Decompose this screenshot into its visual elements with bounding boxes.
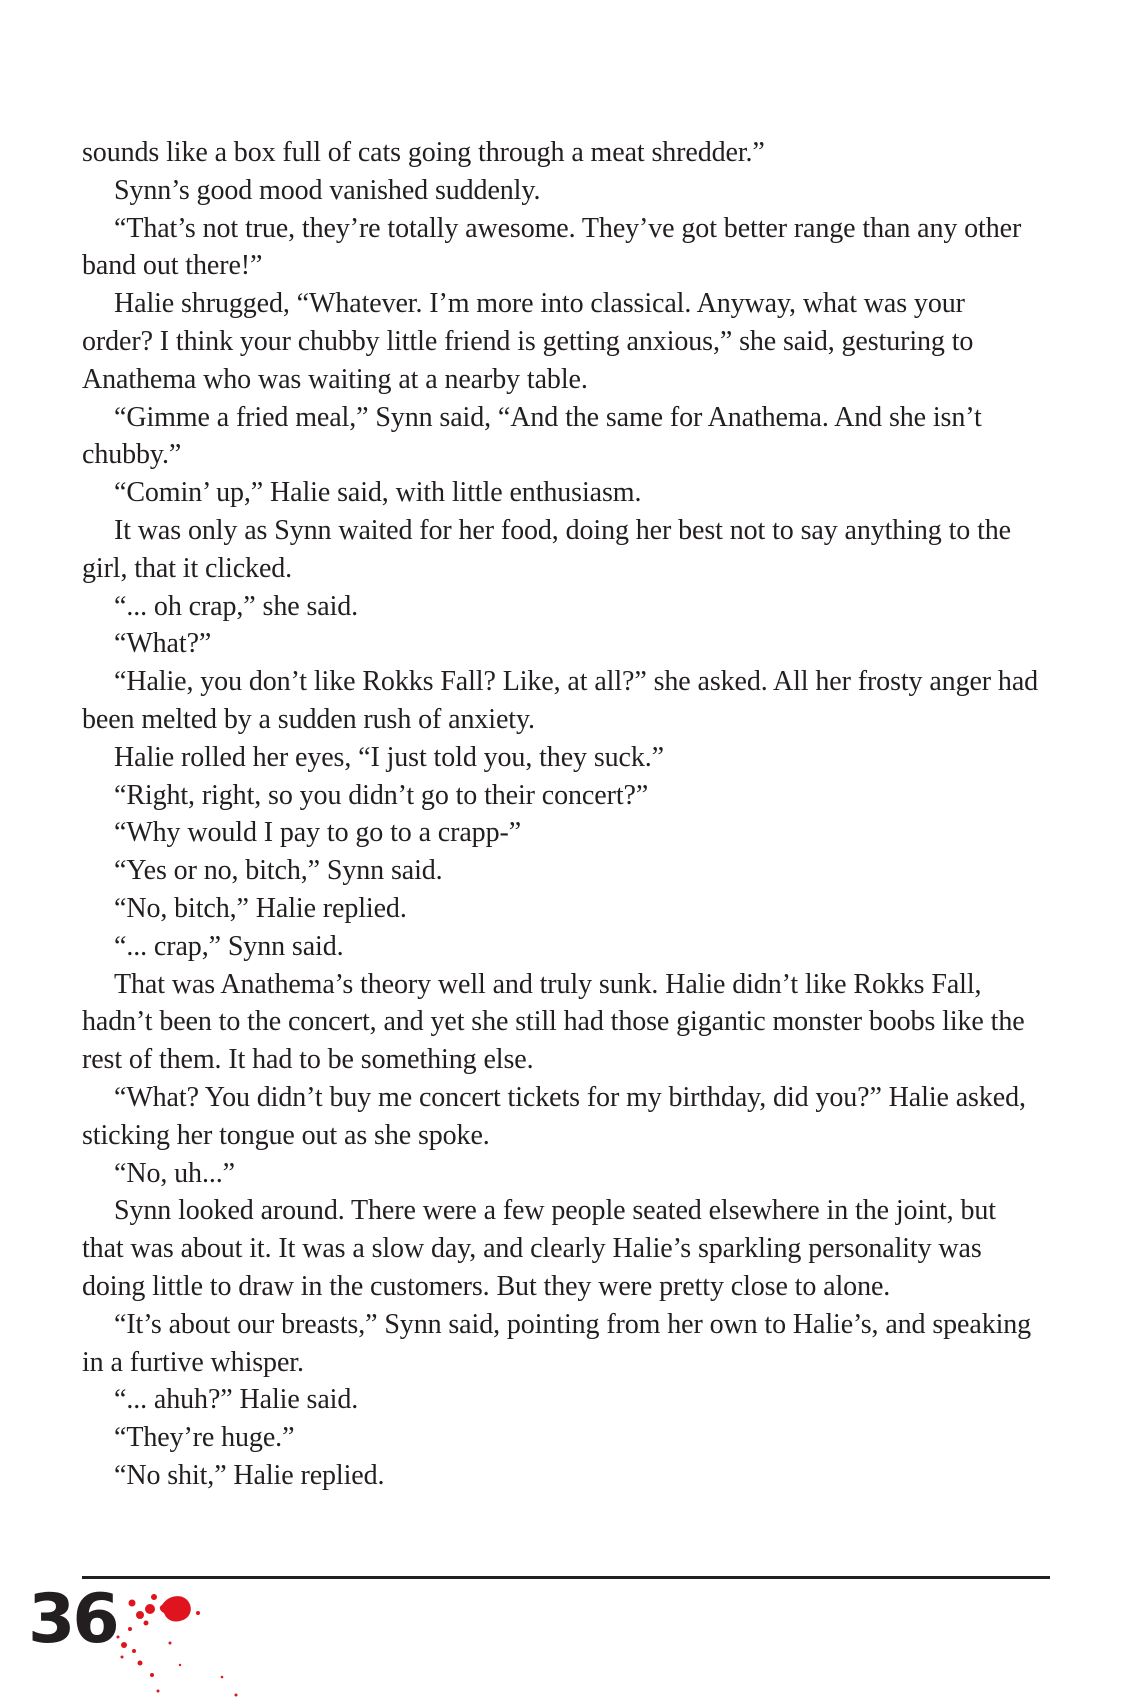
paragraph: Synn looked around. There were a few people seated elsewhere in the joint, but that was about it. It was a slow day, and clearly Halie’s sparkling personality was doing little to draw in the customers. But they were pretty close to alone. [82, 1195, 996, 1302]
paragraph: “Comin’ up,” Halie said, with little enthusiasm. [114, 477, 642, 509]
paragraph: sounds like a box full of cats going through a meat shredder.” [82, 137, 765, 168]
paragraph: “It’s about our breasts,” Synn said, pointing from her own to Halie’s, and speaking in a furtive whisper. [82, 1308, 1032, 1378]
page-number: 36 [28, 1580, 117, 1659]
paragraph: “What?” [114, 628, 212, 660]
paragraph: “... ahuh?” Halie said. [114, 1384, 359, 1416]
paragraph: “Gimme a fried meal,” Synn said, “And the same for Anathema. And she isn’t chubby.” [82, 401, 982, 471]
paragraph: “That’s not true, they’re totally awesome. They’ve got better range than any other band out there!” [82, 212, 1022, 282]
paragraph: “Why would I pay to go to a crapp-” [114, 817, 522, 849]
footer-rule [82, 1576, 1050, 1579]
paragraph: Halie shrugged, “Whatever. I’m more into classical. Anyway, what was your order? I think your chubby little friend is getting anxious,” she said, gesturing to Anathema who was waiting at a nearby table. [82, 288, 974, 395]
paragraph: “Halie, you don’t like Rokks Fall? Like, at all?” she asked. All her frosty anger had been melted by a sudden rush of anxiety. [82, 666, 1039, 735]
paragraph: Halie rolled her eyes, “I just told you, they suck.” [114, 741, 664, 773]
paragraph: It was only as Synn waited for her food, doing her best not to say anything to the girl, that it clicked. [82, 514, 1011, 584]
paragraph: “... crap,” Synn said. [114, 930, 344, 962]
paragraph: “No, uh...” [114, 1157, 235, 1189]
paragraph: “They’re huge.” [114, 1422, 295, 1454]
paragraph: “Right, right, so you didn’t go to their concert?” [114, 779, 649, 811]
paragraph: “No, bitch,” Halie replied. [114, 892, 407, 924]
paragraph: “Yes or no, bitch,” Synn said. [114, 855, 443, 887]
paragraph: “What? You didn’t buy me concert tickets for my birthday, did you?” Halie asked, sticking her tongue out as she spoke. [82, 1081, 1026, 1151]
paragraph: Synn’s good mood vanished suddenly. [114, 174, 541, 206]
blood-splatter-icon [110, 1585, 260, 1700]
paragraph: “No shit,” Halie replied. [114, 1459, 385, 1491]
paragraph: That was Anathema’s theory well and truly sunk. Halie didn’t like Rokks Fall, hadn’t been to the concert, and yet she still had those gigantic monster boobs like the rest of them. It had to be something else. [82, 968, 1025, 1076]
body-text [82, 134, 1042, 1495]
paragraph: “... oh crap,” she said. [114, 590, 359, 622]
